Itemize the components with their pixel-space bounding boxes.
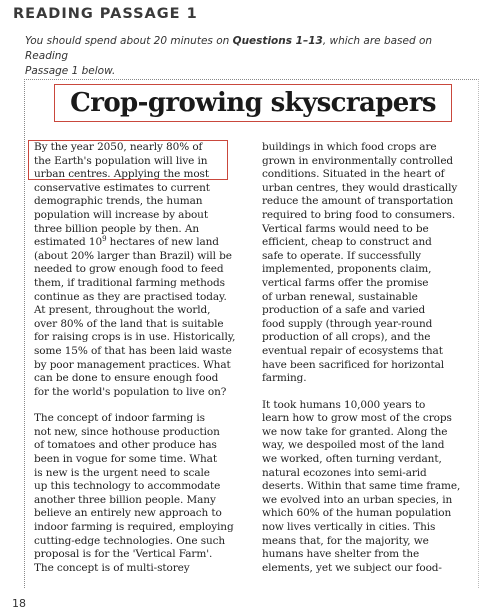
text-line: way, we despoiled most of the land	[262, 439, 445, 452]
text-line: over 80% of the land that is suitable	[34, 317, 224, 330]
text-line: The concept of indoor farming is	[34, 412, 205, 425]
text-line: means that, for the majority, we	[262, 534, 429, 547]
section-title: READING PASSAGE 1	[13, 6, 198, 22]
text-line: conservative estimates to current	[34, 181, 210, 194]
instructions-questions: Questions 1–13	[232, 35, 323, 47]
text-line: up this technology to accommodate	[34, 480, 221, 493]
left-paragraph-2	[34, 412, 246, 575]
text-line: safe to operate. If successfully	[262, 249, 421, 262]
text-line: eventual repair of ecosystems that	[262, 344, 443, 357]
text-line: population will increase by about	[34, 208, 208, 221]
text-line: reduce the amount of transportation	[262, 195, 454, 208]
text-line: urban centres, they would drastically	[262, 181, 458, 194]
text-fragment: hectares of new land	[106, 236, 219, 249]
text-line: elements, yet we subject our food-	[262, 561, 442, 574]
text-line: have been sacrificed for horizontal	[262, 358, 445, 371]
text-line: we worked, often turning verdant,	[262, 453, 442, 466]
text-line	[34, 236, 246, 250]
text-line: vertical farms offer the promise	[262, 276, 429, 289]
text-line: It took humans 10,000 years to	[262, 398, 426, 411]
text-line: natural ecozones into semi-arid	[262, 466, 427, 479]
text-line: cutting-edge technologies. One such	[34, 534, 226, 547]
text-line: conditions. Situated in the heart of	[262, 168, 445, 181]
text-line: them, if traditional farming methods	[34, 276, 225, 289]
passage-headline: Crop-growing skyscrapers	[70, 88, 436, 118]
text-line: which 60% of the human population	[262, 507, 452, 520]
text-line: not new, since hothouse production	[34, 425, 220, 438]
text-line: for raising crops is in use. Historically,	[34, 331, 236, 344]
right-paragraph-2	[262, 399, 474, 576]
text-line: needed to grow enough food to feed	[34, 263, 224, 276]
text-line: by poor management practices. What	[34, 358, 231, 371]
instructions-line2: Passage 1 below.	[25, 65, 116, 77]
text-line: been in vogue for some time. What	[34, 453, 217, 466]
text-line: proposal is for the 'Vertical Farm'.	[34, 548, 213, 561]
text-line: is new is the urgent need to scale	[34, 466, 210, 479]
text-line: we now take for granted. Along the	[262, 425, 448, 438]
instructions-prefix: You should spend about 20 minutes on	[25, 35, 233, 47]
right-column	[262, 141, 474, 575]
text-fragment: estimated 10	[34, 236, 103, 249]
text-line: buildings in which food crops are	[262, 141, 437, 153]
text-line: the Earth's population will live in	[34, 154, 208, 167]
text-line: for the world's population to live on?	[34, 385, 227, 398]
text-line: production of all crops), and the	[262, 331, 431, 344]
text-line: implemented, proponents claim,	[262, 263, 432, 276]
headline-annotation-box	[54, 84, 452, 122]
exponent: 9	[102, 235, 107, 244]
text-line: (about 20% larger than Brazil) will be	[34, 249, 232, 262]
instructions-suffix: , which are based on Reading	[25, 35, 433, 62]
text-line: demographic trends, the human	[34, 195, 203, 208]
text-line: farming.	[262, 372, 307, 385]
text-line: three billion people by then. An	[34, 222, 200, 235]
text-line: indoor farming is required, employing	[34, 521, 234, 534]
text-line: learn how to grow most of the crops	[262, 412, 452, 425]
text-line: The concept is of multi-storey	[34, 561, 190, 574]
text-line: production of a safe and varied	[262, 304, 426, 317]
text-line: some 15% of that has been laid waste	[34, 344, 232, 357]
text-line: now lives vertically in cities. This	[262, 521, 436, 534]
text-line: food supply (through year-round	[262, 317, 433, 330]
page-number: 18	[12, 597, 26, 610]
text-line: another three billion people. Many	[34, 493, 216, 506]
text-line: urban centres. Applying the most	[34, 168, 209, 181]
text-line: humans have shelter from the	[262, 548, 420, 561]
text-line: continue as they are practised today.	[34, 290, 227, 303]
text-line: believe an entirely new approach to	[34, 507, 222, 520]
text-line: of urban renewal, sustainable	[262, 290, 418, 303]
right-paragraph-1	[262, 141, 474, 386]
text-line: required to bring food to consumers.	[262, 208, 456, 221]
text-line: Vertical farms would need to be	[262, 222, 429, 235]
text-line: can be done to ensure enough food	[34, 372, 219, 385]
text-line: deserts. Within that same time frame,	[262, 480, 461, 493]
instructions	[25, 34, 475, 79]
text-line: grown in environmentally controlled	[262, 154, 454, 167]
text-line: By the year 2050, nearly 80% of	[34, 141, 203, 153]
text-line: efficient, cheap to construct and	[262, 236, 432, 249]
left-paragraph-1	[34, 141, 246, 399]
text-line: of tomatoes and other produce has	[34, 439, 217, 452]
text-line: At present, throughout the world,	[34, 304, 211, 317]
text-line: we evolved into an urban species, in	[262, 493, 453, 506]
left-column	[34, 141, 246, 575]
